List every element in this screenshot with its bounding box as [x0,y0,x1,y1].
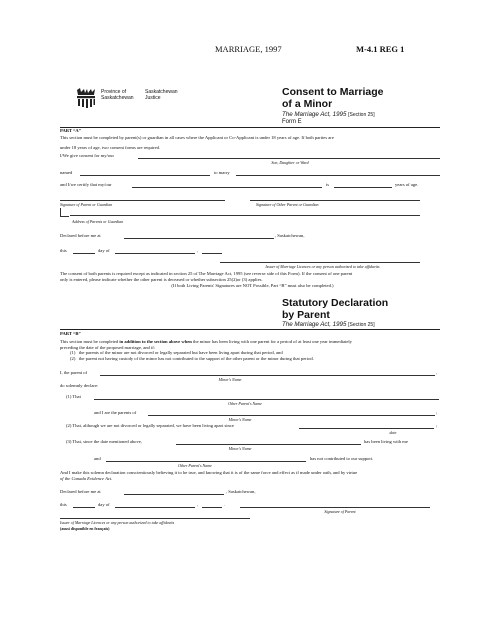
other-parent-field-2[interactable] [106,461,306,462]
day-of-label-a: day of [98,248,110,253]
form-b-act-name: The Marriage Act, 1995 [282,321,347,328]
form-b-title [282,297,388,321]
to-marry-label: to marry [214,170,230,175]
solemn-line2: of the Canada Evidence Act. [60,475,113,481]
part-a-intro-line1: This section must be completed by parent(s) or guardian in all cases where the Applicant or Co-Applicant is under 18 years of age. If both parties are [60,135,334,140]
part-a-rule [60,127,440,128]
parents-of-label: and I are the parents of [94,410,137,415]
both-parents-note [60,271,445,289]
parent-signature-field[interactable] [60,200,225,201]
part-b-intro-line2: preceding the date of the proposed marriage, and if: [60,344,156,350]
named-label: named [60,170,73,175]
form-b-title-line2: by Parent [282,309,330,322]
solemn-line1: And I make this solemn declaration conscientiously believing it to be true, and knowing that it is of the same force and effect as if made under oath, and by virtue [60,470,358,475]
french-availability: (aussi disponible en français) [60,526,110,531]
minor-name-field-1[interactable] [100,375,435,376]
minor-name-caption-2: Minor's Name [228,417,252,422]
form-a-act-name: The Marriage Act, 1995 [282,111,347,118]
part-a-intro-line2: under 18 years of age, two consent forms are required. [60,144,161,150]
part-b-intro [60,339,445,362]
comma-b2: . [224,502,226,507]
i-parent-label: I, the parent of [60,370,88,375]
item1-number: (1) [70,350,76,356]
this-label-b: this [60,502,67,507]
date-apart-field[interactable] [299,428,434,429]
province-line1: Province of [101,89,127,95]
parent-signature-caption-b: Signature of Parent [324,509,356,514]
named-field[interactable] [80,175,210,176]
date-caption: date [389,430,397,435]
living-with-label: has been living with me [364,439,408,444]
other-parent-signature-caption: Signature of Other Parent or Guardian [256,202,319,207]
minor-name-field-3[interactable] [176,444,361,445]
solemn-declaration [60,470,445,481]
declared-place-field-a[interactable] [124,238,274,239]
part-a-label: PART “A” [60,128,81,133]
p1-label: (1) That [66,394,81,399]
minor-name-caption-3: Minor's Name [228,446,252,451]
form-a-section: [Section 25] [348,112,375,118]
month-field-a[interactable] [115,253,195,254]
form-b-section: [Section 25] [348,322,375,328]
form-a-title [282,86,384,110]
year-field-b[interactable] [202,507,222,508]
semicolon-1: ; [436,410,438,415]
saskatchewan-logo [74,86,98,110]
form-b-title-line1: Statutory Declaration [282,297,389,309]
form-a-title-line2: of a Minor [282,98,333,111]
both-parents-line3: (If both Living Parents' Signatures are NOT Possible, Part “B” must also be completed.) [171,283,334,289]
page-header-right: M-4.1 REG 1 [356,44,405,54]
day-field-a[interactable] [73,253,95,254]
declared-label-b: Declared before me at [60,489,101,494]
issuer-caption-a: Issuer of Marriage Licences or any person authorized to take affidavits [265,264,380,269]
other-parent-caption-1: Other Parent's Name [228,401,262,406]
and-label: and [94,456,101,461]
year-field-a[interactable] [202,253,222,254]
issuer-caption-b: Issuer of Marriage Licences or any person authorized to take affidavits [60,520,175,525]
day-of-label-b: day of [98,502,110,507]
day-field-b[interactable] [73,507,95,508]
form-b-act [282,321,375,329]
wheat-sheaf-icon [74,86,98,110]
part-b-intro-pre: This section must be completed [60,339,119,344]
minor-name-caption-1: Minor's Name [218,377,242,382]
son-daughter-caption: Son, Daughter or Ward [271,160,309,165]
item2-text: the parent not having custody of the minor has not contributed to the support of the other parent or the minor during that period. [78,356,314,362]
part-b-label: PART “B” [60,331,81,336]
semicolon-2: ; [436,423,438,428]
ministry-name [145,89,178,101]
part-b-intro-post: the minor has been living with one parent for a period of at least one year immediately [193,339,352,344]
item2-number: (2) [70,356,76,362]
parent-signature-caption: Signature of Parent or Guardian [60,202,113,207]
declared-place-field-b[interactable] [124,494,224,495]
other-parent-field-1[interactable] [94,399,439,400]
ministry-line2: Justice [145,95,161,101]
to-marry-field[interactable] [236,175,440,176]
form-a-act [282,111,375,119]
comma-a: , [197,248,199,253]
declared-label-a: Declared before me at [60,233,101,238]
issuer-signature-field-b[interactable] [60,518,250,519]
other-parent-caption-2: Other Parent's Name [178,463,212,468]
certify-label: and I/we certify that my/our [60,182,112,187]
solemnly-declare: do solemnly declare: [60,383,99,388]
other-parent-signature-field[interactable] [250,200,420,201]
address-caption: Address of Parents or Guardian [72,219,124,224]
minor-name-field-2[interactable] [148,415,435,416]
both-parents-line1: The consent of both parents is required except as indicated in section 25 of The Marriage Act, 1995 (see reverse side of this Form). If the consent of one parent [60,271,353,276]
not-contributed-label: has not contributed to our support. [310,456,374,461]
years-label: years of age. [395,182,419,187]
certify-field[interactable] [132,187,322,188]
page-header-center: MARRIAGE, 1997 [215,44,282,54]
province-name [101,89,134,101]
month-field-b[interactable] [115,507,195,508]
both-parents-line2: only is entered, please indicate whether the other parent is deceased or whether subsection 25(2)or (3) applies. [60,276,263,282]
comma-b: , [197,502,199,507]
address-bracket [60,208,69,217]
p3-label: (3) That, since the date mentioned above, [66,439,142,444]
sask-label-a: , Saskatchewan, [275,233,305,238]
minor-name-comma: , [436,370,438,375]
sask-label-b: , Saskatchewan, [226,489,256,494]
son-daughter-field[interactable] [138,158,440,159]
is-label: is [326,182,330,187]
this-label-a: this [60,248,67,253]
part-b-intro-bold: in addition to the section above when [119,339,192,344]
issuer-signature-field-a[interactable] [220,262,420,263]
item1-text: the parents of the minor are not divorced or legally separated but have been living apart during that period, and [78,350,283,356]
form-a-title-line1: Consent to Marriage [282,86,384,98]
parent-signature-field-b[interactable] [240,507,430,508]
ministry-line1: Saskatchewan [145,89,178,95]
age-field[interactable] [334,187,392,188]
province-line2: Saskatchewan [101,95,134,101]
address-field[interactable] [70,215,420,216]
p2-label: (2) That, although we are not divorced or legally separated, we have been living apart since [66,423,234,428]
form-label: Form E [282,119,302,125]
part-b-rule [60,329,440,330]
consent-label: I/We give consent for my/our [60,153,114,158]
part-a-intro [60,135,445,150]
